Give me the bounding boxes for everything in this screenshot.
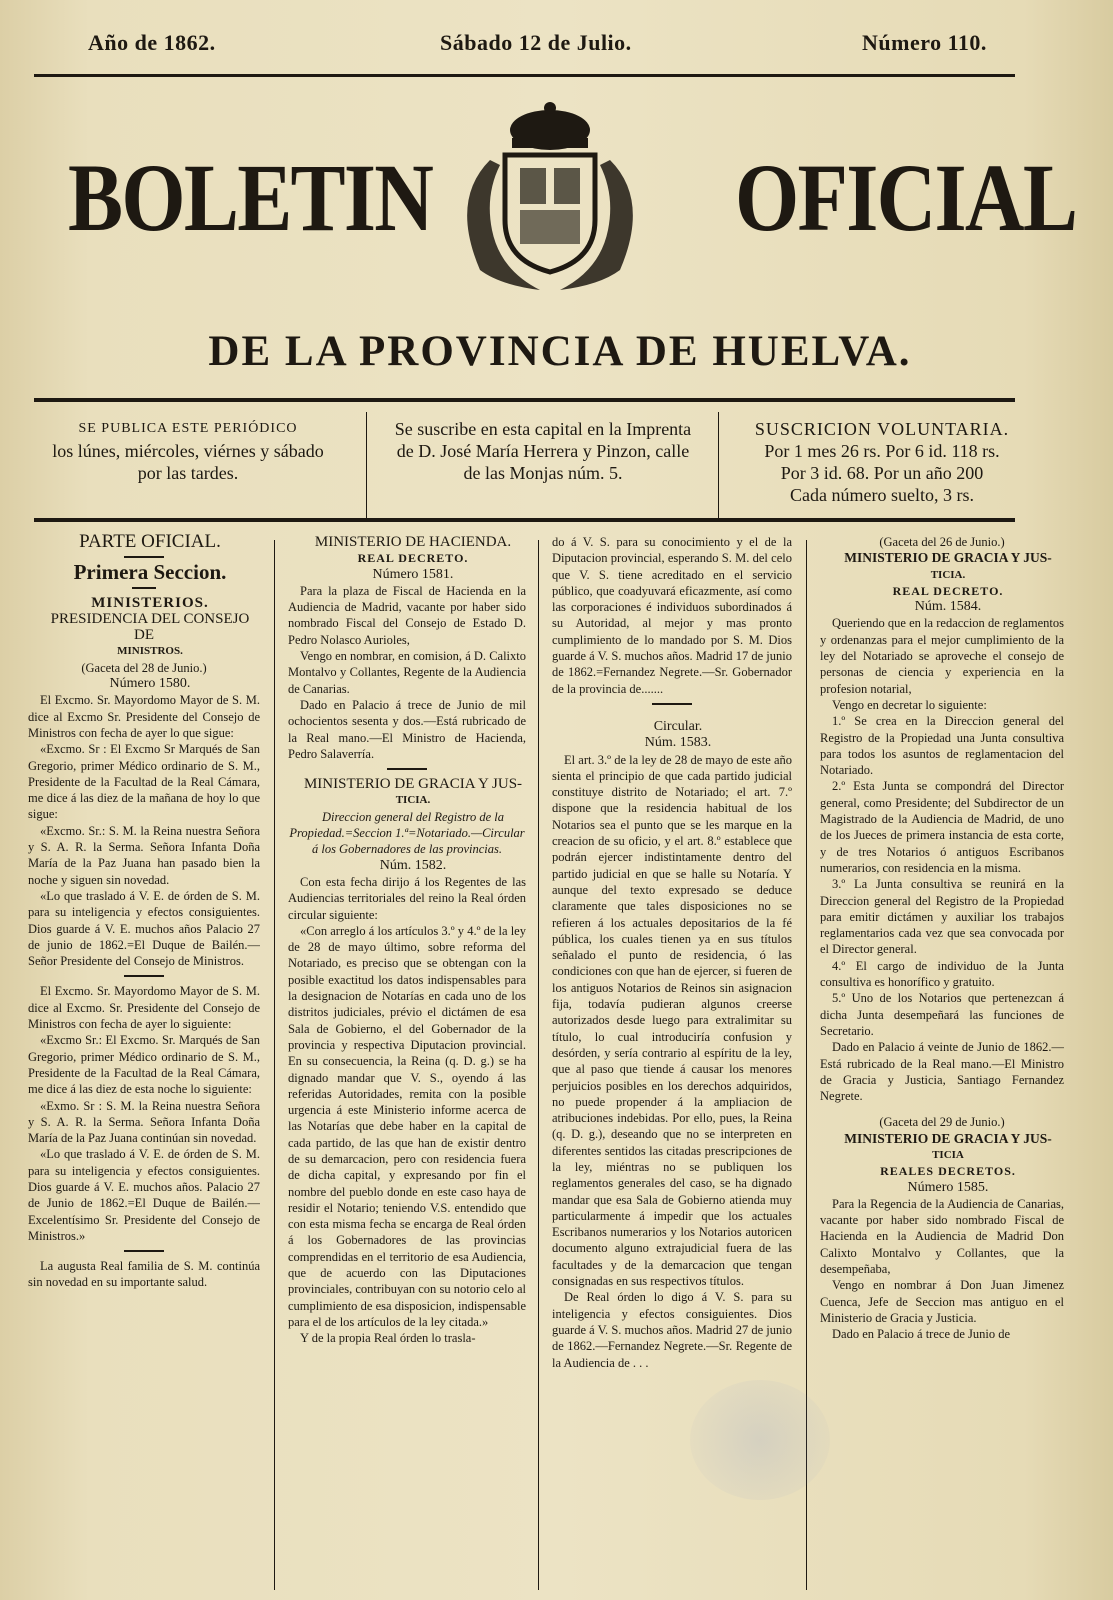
paragraph: El Excmo. Sr. Mayordomo Mayor de S. M. dice al Excmo Sr. Presidente del Consejo de Ministros con fecha de ayer lo que sigue: — [28, 693, 260, 740]
column-divider — [538, 540, 539, 1590]
masthead-subtitle: DE LA PROVINCIA DE HUELVA. — [208, 328, 912, 375]
divider — [124, 975, 164, 977]
paragraph: Queriendo que en la redaccion de reglamentos y ordenanzas para el mejor cumplimiento de la ley del Notariado se aproveche el consejo de personas de ciencia y experiencia en la profesion notarial, — [820, 616, 1064, 696]
ministerio-heading: MINISTERIO DE GRACIA Y JUS- — [844, 1130, 1052, 1146]
real-decreto-heading: REAL DECRETO. — [892, 583, 1004, 598]
ministerio-heading: MINISTERIO DE GRACIA Y JUS- — [303, 776, 523, 793]
paragraph: El art. 3.º de la ley de 28 de mayo de este año sienta el principio de que cada partido judicial constituye distrito de Notariado; el art. 7.º dispone que la residencia habitual de los Notarios sea el punto que se les marque en la creacion de su oficio, y el art. 8.º establece que podrán ejercer indistintamente dentro del partido judicial en que se halle su Notaría. Y aunque del texto expresado se deduce claramente que tales disposiciones no se refieren á los actuales depositarios de la fé pública, los cuales tienen ya en sus títulos señalado el punto de residencia, ó las condiciones con que han de ejercer, si fueren de los antiguos Notarios de Reinos sin asignacion fija, todavía pudieran algunos creerse autorizados desde luego para extralimitar su título, lo cual introduciría confusion y desórden, y sería contrario al espíritu de la ley, que al paso que tiende á causar los menores perjuicios posibles en los derechos adquiridos, no puede propender á la ampliacion de atribuciones indebidas. Por ello, pues, la Reina (q. D. g.), deseando que no se interpreten en diferentes sentidos las citadas prescripciones de la ley, miéntras no se publiquen los reglamentos generales del caso, se ha dignado mandar que esa Sala de Gobierno atienda muy particularmente á impedir que los actuales Escribanos numerarios y los Notarios autoricen documento alguno extrajudicial fuera de las facultades y de la demarcacion que tengan consignadas en sus respectivos títulos. — [552, 752, 792, 1289]
paragraph: Dado en Palacio á trece de Junio de mil ochocientos sesenta y dos.—Está rubricado de la Real mano.—El Ministro de Hacienda, Pedro Salaverría. — [288, 697, 526, 761]
gaceta-date: (Gaceta del 28 de Junio.) — [81, 660, 207, 675]
year-label: Año de 1862. — [88, 30, 216, 55]
ministerio-heading: MINISTERIO DE HACIENDA. — [314, 534, 512, 550]
article-number: Núm. 1583. — [644, 735, 712, 751]
article-number: Número 1581. — [372, 566, 454, 582]
ministerio-subheading: TICIA — [932, 1148, 964, 1161]
royal-coat-of-arms-icon — [430, 100, 670, 295]
divider — [387, 768, 427, 770]
article-number: Número 1580. — [109, 676, 191, 692]
masthead-left: BOLETIN — [68, 144, 433, 251]
paragraph: 3.º La Junta consultiva se reunirá en la Direccion general del Registro de la Propiedad para emitir dictámen y auxiliar los trabajos reglamentarios cada vez que sea convocada por el Director general. — [820, 877, 1064, 957]
paragraph: «Lo que traslado á V. E. de órden de S. M. para su inteligencia y efectos consiguientes. Dios guarde á V. E. muchos años. Palacio 27 de Junio de 1862.=El Duque de Bailén.—Excelentísimo Sr. Presidente del Consejo de Ministros.» — [28, 1147, 260, 1243]
subscription-prices: SUSCRICION VOLUNTARIA. Por 1 mes 26 rs. Por 6 id. 118 rs. Por 3 id. 68. Por un año 200 Cada número suelto, 3 rs. — [754, 419, 1010, 505]
ministerio-subheading: TICIA. — [930, 568, 966, 581]
divider — [652, 703, 692, 705]
presidencia-subheading: MINISTROS. — [117, 645, 183, 658]
paragraph: «Exmo. Sr : S. M. la Reina nuestra Señora y S. A. R. la Serma. Señora Infanta Doña María de la Paz Juana continúan sin novedad. — [28, 1098, 260, 1146]
paragraph: «Excmo. Sr : El Excmo Sr Marqués de San Gregorio, primer Médico ordinario de S. M., Presidente de la Facultad de la Real Cámara, me dice á las diez de la mañana de hoy lo que sigue: — [28, 742, 260, 822]
ministerio-heading: MINISTERIO DE GRACIA Y JUS- — [844, 550, 1052, 566]
reales-decretos-heading: REALES DECRETOS. — [880, 1164, 1016, 1179]
top-rule — [34, 74, 1015, 77]
paragraph: «Excmo Sr.: El Excmo. Sr. Marqués de San Gregorio, primer Médico ordinario de S. M., Presidente de la Facultad de la Real Cámara, me dice á las diez de esta noche lo siguiente: — [28, 1033, 260, 1097]
masthead-rule — [34, 398, 1015, 402]
info-rule — [34, 518, 1015, 522]
presidencia-heading: PRESIDENCIA DEL CONSEJO DE — [50, 610, 250, 644]
paragraph: El Excmo. Sr. Mayordomo Mayor de S. M. dice al Excmo. Sr. Presidente del Consejo de Ministros con fecha de ayer lo siguiente: — [28, 984, 260, 1032]
divider — [124, 556, 164, 558]
publication-schedule: SE PUBLICA ESTE PERIÓDICO los lúnes, miércoles, viérnes y sábado por las tardes. — [52, 421, 324, 483]
info-divider — [366, 412, 367, 518]
paragraph: do á V. S. para su conocimiento y el de la Diputacion provincial, esperando S. M. del celo que V. S. tiene acreditado en el servicio público, que coadyuvará eficazmente, así como las corporaciones é individuos subordinados á su Autoridad, al mejor y mas pronto cumplimiento de lo mandado por S. M. Dios guarde á V. S. muchos años. Madrid 17 de junio de 1862.=Fernandez Negrete.—Sr. Gobernador de la provincia de....... — [552, 535, 792, 696]
paper-stain — [690, 1380, 830, 1500]
column-2 — [288, 534, 526, 1347]
paragraph: Vengo en decretar lo siguiente: — [832, 697, 987, 712]
paragraph: Para la Regencia de la Audiencia de Canarias, vacante por haber sido nombrado Fiscal de Hacienda en la Audiencia de Madrid Don Calixto Montalvo y Collantes, que la desempeñaba, — [820, 1196, 1064, 1277]
paragraph: 5.º Uno de los Notarios que pertenezcan á dicha Junta desempeñará las funciones de Secretario. — [820, 991, 1064, 1038]
ministerio-subheading: TICIA. — [395, 794, 431, 807]
paragraph: 1.º Se crea en la Direccion general del Registro de la Propiedad una Junta consultiva para todos los asuntos de reglamentacion del Notariado. — [820, 714, 1064, 778]
article-number: Núm. 1582. — [379, 857, 447, 873]
subscription-address: Se suscribe en esta capital en la Imprenta de D. José María Herrera y Pinzon, calle de las Monjas núm. 5. — [394, 419, 692, 483]
paragraph: Vengo en nombrar á Don Juan Jimenez Cuenca, Jefe de Seccion mas antiguo en el Ministerio de Gracia y Justicia. — [820, 1278, 1064, 1325]
column-3 — [552, 534, 792, 1371]
gaceta-date: (Gaceta del 26 de Junio.) — [879, 535, 1005, 549]
paragraph: De Real órden lo digo á V. S. para su inteligencia y efectos consiguientes. Dios guarde á V. S. muchos años. Madrid 27 de junio de 1862.—Fernandez Negrete.—Sr. Regente de la Audiencia de . . . — [552, 1290, 792, 1370]
masthead-right: OFICIAL — [735, 144, 1077, 251]
divider — [132, 587, 156, 589]
paragraph: Con esta fecha dirijo á los Regentes de las Audiencias territoriales del reino la Real órden circular siguiente: — [288, 874, 526, 922]
article-number: Núm. 1584. — [914, 599, 982, 615]
paragraph: Dado en Palacio á trece de Junio de — [832, 1327, 1011, 1342]
paragraph: 2.º Esta Junta se compondrá del Director general, como Presidente; del Subdirector de un Magistrado de la Audiencia de Madrid, de uno de los Jueces de primera instancia de esta corte, y de tres Notarios ó antiguos Escribanos numerarios, con residencia en la misma. — [820, 779, 1064, 875]
paragraph: Dado en Palacio á veinte de Junio de 1862.—Está rubricado de la Real mano.—El Ministro de Gracia y Justicia, Santiago Fernandez Negrete. — [820, 1040, 1064, 1104]
paragraph: «Con arreglo á los artículos 3.º y 4.º de la ley de 28 de mayo último, sobre reforma del Notariado, es preciso que se obtengan con la posible exactitud los datos indispensables para la designacion de Notarías en cada uno de los distritos judiciales, prévio el dictámen de esa Sala de Gobierno, el del Gobernador de la provincia y respectiva Diputacion provincial. En su consecuencia, la Reina (q. D. g.) se ha dignado mandar que V. S., oyendo á las referidas Autoridades, remita con la posible urgencia á este Ministerio informe acerca de las Notarías que debe haber en la capital de cada partido, de las que han de existir dentro de su demarcacion, pero con residencia fuera de dicha capital, y expresando por fin el nombre del pueblo donde en este caso haya de residir el Notario; teniendo V.S. entendido que con esta misma fecha se encarga de Real órden á los Gobernadores de las provincias comprendidas en el territorio de esa Audiencia, que de acuerdo con las Diputaciones provinciales, contribuyan con su notorio celo al cumplimiento de esa disposicion, indispensable para el de los artículos de la ley citada.» — [288, 923, 526, 1329]
paragraph: «Lo que traslado á V. E. de órden de S. M. para su inteligencia y efectos consiguientes. Dios guarde á V. E. muchos años Palacio 27 de junio de 1862.=El Duque de Bailén.—Señor Presidente del Consejo de Ministros. — [28, 888, 260, 969]
column-divider — [274, 540, 275, 1590]
parte-oficial-heading: PARTE OFICIAL. — [79, 534, 221, 552]
date-label: Sábado 12 de Julio. — [440, 30, 632, 55]
paragraph: 4.º El cargo de individuo de la Junta consultiva es honorífico y gratuito. — [820, 958, 1064, 990]
divider — [124, 1250, 164, 1252]
ministerios-heading: MINISTERIOS. — [91, 594, 209, 611]
section-heading: Primera Seccion. — [73, 560, 227, 585]
paragraph: Para la plaza de Fiscal de Hacienda en la Audiencia de Madrid, vacante por haber sido nombrado Fiscal del Consejo de Estado D. Pedro Nolasco Aurioles, — [288, 583, 526, 647]
column-4 — [820, 534, 1064, 1343]
paragraph: La augusta Real familia de S. M. continúa sin novedad en su importante salud. — [28, 1259, 260, 1290]
paragraph: Y de la propia Real órden lo trasla- — [300, 1331, 476, 1346]
article-number: Número 1585. — [907, 1179, 989, 1195]
info-divider — [718, 412, 719, 518]
issue-number: Número 110. — [862, 30, 987, 55]
direccion-heading: Direccion general del Registro de la Propiedad.=Seccion 1.ª=Notariado.—Circular á los Gobernadores de las provincias. — [289, 809, 525, 857]
paragraph: Vengo en nombrar, en comision, á D. Calixto Montalvo y Collantes, Regente de la Audiencia de Canarias. — [288, 649, 526, 696]
circular-heading: Circular. — [653, 718, 703, 734]
real-decreto-heading: REAL DECRETO. — [357, 551, 469, 566]
gaceta-date: (Gaceta del 29 de Junio.) — [879, 1115, 1005, 1130]
paragraph: «Excmo. Sr.: S. M. la Reina nuestra Señora y S. A. R. la Serma. Señora Infanta Doña María de la Paz Juana han pasado bien la noche y siguen sin novedad. — [28, 823, 260, 887]
column-1 — [28, 534, 260, 1291]
